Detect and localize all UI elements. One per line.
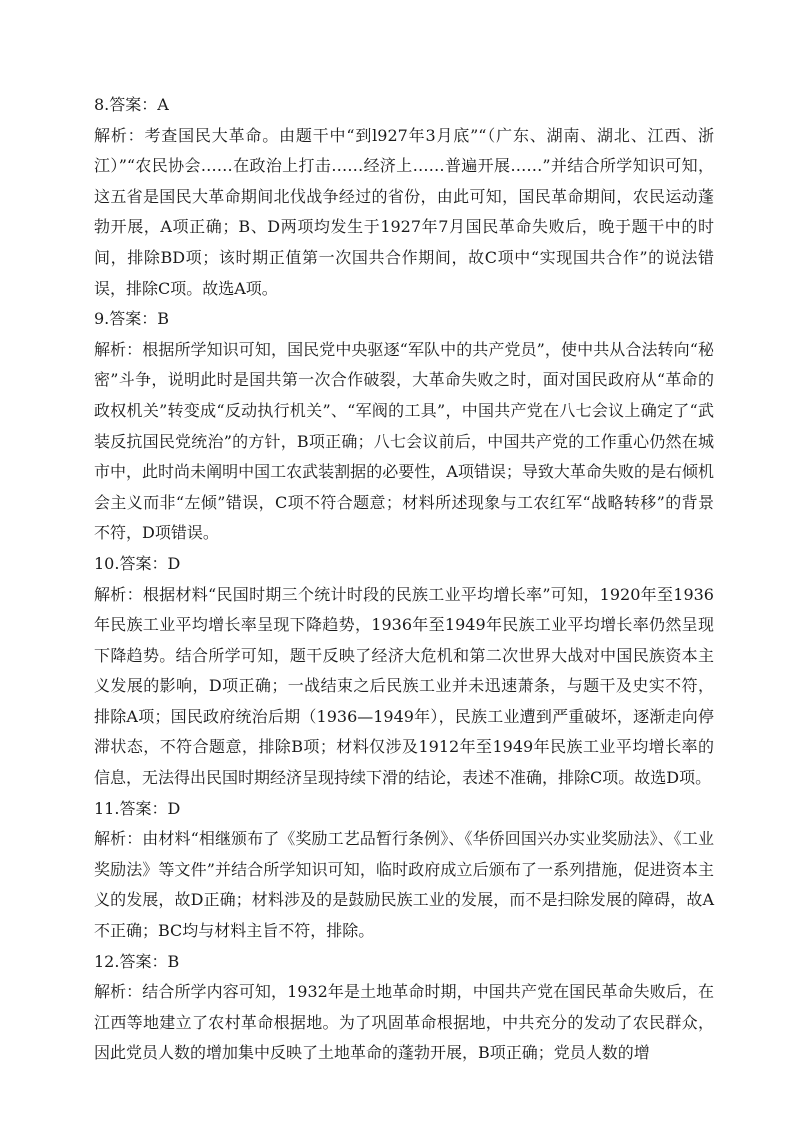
answer-label: 8.答案：A (94, 95, 169, 114)
analysis-text: 解析：根据材料“民国时期三个统计时段的民族工业平均增长率”可知，1920年至1936年民族工业平均增长率呈现下降趋势，1936年至1949年民族工业平均增长率仍然呈现下降趋势。结合所学可知，题干反映了经济大危机和第二次世界大战对中国民族资本主义发展的影响，D项正确；一战结束之后民族工业并未迅速萧条，与题干及史实不符，排除A项；国民政府统治后期（1936—1949年），民族工业遭到严重破坏，逐渐走向停滞状态，不符合题意，排除B项；材料仅涉及1912年至1949年民族工业平均增长率的信息，无法得出民国时期经济呈现持续下滑的结论，表述不准确，排除C项。故选D项。 (94, 584, 714, 788)
question-11 (94, 794, 714, 947)
answer-key-page (94, 90, 714, 1069)
analysis-text: 解析：结合所学内容可知，1932年是土地革命时期，中国共产党在国民革命失败后，在江西等地建立了农村革命根据地。为了巩固革命根据地，中共充分的发动了农民群众，因此党员人数的增加集中反映了土地革命的蓬勃开展，B项正确；党员人数的增 (94, 982, 714, 1063)
analysis-text: 解析：由材料“相继颁布了《奖励工艺品暂行条例》、《华侨回国兴办实业奖励法》、《工业奖励法》等文件”并结合所学知识可知，临时政府成立后颁布了一系列措施，促进资本主义的发展，故D正确；材料涉及的是鼓励民族工业的发展，而不是扫除发展的障碍，故A不正确；BC均与材料主旨不符，排除。 (94, 829, 714, 941)
question-9 (94, 304, 714, 549)
answer-label: 9.答案：B (94, 309, 170, 329)
question-8 (94, 90, 714, 304)
question-10 (94, 549, 714, 794)
answer-label: 11.答案：D (94, 798, 181, 818)
answer-label: 10.答案：D (94, 553, 181, 573)
analysis-text: 解析：根据所学知识可知，国民党中央驱逐“军队中的共产党员”，使中共从合法转向“秘密”斗争，说明此时是国共第一次合作破裂，大革命失败之时，面对国民政府从“革命的政权机关”转变成“反动执行机关”、“军阀的工具”，中国共产党在八七会议上确定了“武装反抗国民党统治”的方针，B项正确；八七会议前后，中国共产党的工作重心仍然在城市中，此时尚未阐明中国工农武装割据的必要性，A项错误；导致大革命失败的是右倾机会主义而非“左倾”错误，C项不符合题意；材料所述现象与工农红军“战略转移”的背景不符，D项错误。 (94, 339, 714, 543)
analysis-text: 解析：考查国民大革命。由题干中“到l927年3月底”“（广东、湖南、湖北、江西、浙江）”“农民协会……在政治上打击……经济上……普遍开展……”并结合所学知识可知，这五省是国民大革命期间北伐战争经过的省份，由此可知，国民革命期间，农民运动蓬勃开展，A项正确；B、D两项均发生于1927年7月国民革命失败后，晚于题干中的时间，排除BD项；该时期正值第一次国共合作期间，故C项中“实现国共合作”的说法错误，排除C项。故选A项。 (94, 125, 714, 298)
question-12 (94, 947, 714, 1069)
answer-label: 12.答案：B (94, 951, 180, 971)
